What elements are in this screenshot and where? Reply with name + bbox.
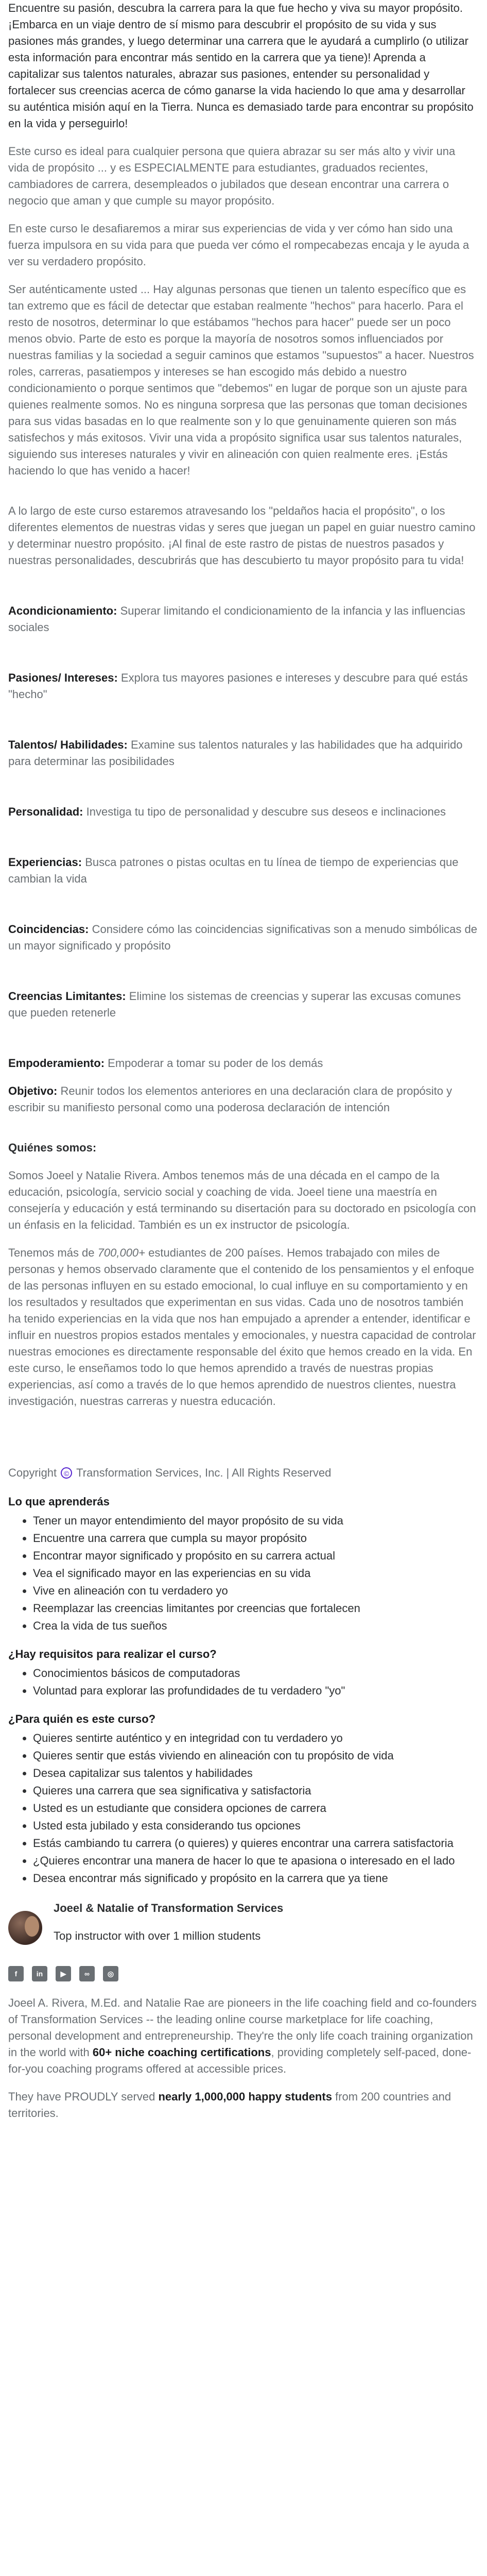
intro-paragraph: Este curso es ideal para cualquier persona que quiera abrazar su ser más alto y vivir una vida de propósito ... y es ESPECIALMENTE para estudiantes, graduados recientes, cambiadores de carrera, desempleados o jubilados que desean encontrar una carrera o negocio que aman y que cumple su mayor propósito.: [8, 145, 456, 207]
bio-text: , providing completely self-paced, done-for-you coaching programs offered at accessible prices.: [8, 2046, 472, 2075]
module-text: Empoderar a tomar su poder de los demás: [108, 1057, 323, 1070]
list-item: • Encuentre una carrera que cumpla su mayor propósito: [33, 1530, 479, 1547]
module-item: [8, 804, 479, 820]
learn-heading: Lo que aprenderás: [8, 1495, 110, 1508]
module-text: Reunir todos los elementos anteriores en una declaración clara de propósito y escribir su manifiesto personal como una poderosa declaración de intención: [8, 1084, 453, 1114]
about-text: estudiantes de 200 países. Hemos trabajado con miles de personas y hemos observado claramente que el contenido de los pensamientos y el enfoque de las personas influyen en su estado emocional, lo cual influye en su comportamiento y en los resultados y resultados que experimentan en sus vidas. Cada uno de nosotros también ha tenido experiencias en la vida que nos han empujado a aprender a entender, identificar e influir en nuestros propios estados mentales y emocionales, y nuestra capacidad de controlar nuestras emociones es directamente responsable del éxito que hemos creado en la vida. En este curso, le enseñamos todo lo que hemos aprendido a través de nuestras propias experiencias, así como a través de lo que hemos aprendido de nuestros clientes, nuestra investigación, nuestras carreras y nuestra educación.: [8, 1246, 476, 1408]
about-text: Tenemos más de: [8, 1246, 98, 1259]
bio-highlight: 60+ niche coaching certifications: [92, 2046, 271, 2059]
instructor-subtitle: Top instructor with over 1 million students: [54, 1929, 261, 1942]
list-item: • Desea encontrar más significado y propósito en la carrera que ya tiene: [33, 1870, 479, 1887]
instructor-bio: [8, 1995, 479, 2122]
youtube-icon[interactable]: ▶: [56, 1966, 71, 1981]
module-text: Busca patrones o pistas ocultas en tu línea de tiempo de experiencias que cambian la vida: [8, 856, 459, 885]
list-item: • Usted es un estudiante que considera opciones de carrera: [33, 1800, 479, 1817]
about-heading: Quiénes somos:: [8, 1141, 97, 1154]
intro-paragraph: Ser auténticamente usted ... Hay algunas personas que tienen un talento específico que es tan extremo que es fácil de detectar que estaban realmente "hechos" para hacerlo. Para el resto de nosotros, determinar lo que estábamos "hechos para hacer" puede ser un poco menos obvio. Parte de esto es porque la mayoría de nosotros somos influenciados por nuestras familias y la sociedad a seguir caminos que estamos "supuestos" a hacer. Nuestros roles, carreras, pasatiempos y intereses se han escogido más debido a nuestro condicionamiento o porque sentimos que "debemos" en lugar de porque son un ajuste para quienes realmente somos. No es ninguna sorpresa que las personas que toman decisiones para sus vidas basadas en lo que realmente son y lo que genuinamente quieren son más satisfechos y más exitosos. Vivir una vida a propósito significa usar sus talentos naturales, siguiendo sus intereses naturales y vivir en alineación con quien realmente eres. ¡Estás haciendo lo que has venido a hacer!: [8, 283, 474, 477]
module-label: Personalidad:: [8, 805, 83, 818]
requirements-heading: ¿Hay requisitos para realizar el curso?: [8, 1648, 217, 1660]
bio-paragraph: [8, 2089, 479, 2122]
module-item: [8, 1055, 479, 1072]
module-item: [8, 670, 479, 703]
module-text: Investiga tu tipo de personalidad y descubre sus deseos e inclinaciones: [86, 805, 446, 818]
copyright-prefix: Copyright: [8, 1466, 57, 1479]
module-text: Elimine los sistemas de creencias y superar las excusas comunes que pueden retenerle: [8, 990, 461, 1019]
list-item: • Quieres sentirte auténtico y en integridad con tu verdadero yo: [33, 1730, 479, 1747]
module-label: Experiencias:: [8, 856, 82, 869]
linkedin-icon[interactable]: in: [32, 1966, 47, 1981]
bio-highlight: nearly 1,000,000 happy students: [158, 2090, 332, 2103]
module-item: [8, 1083, 479, 1116]
module-text: Considere cómo las coincidencias significativas son a menudo simbólicas de un mayor significado y propósito: [8, 923, 477, 952]
list-item: • Desea capitalizar sus talentos y habilidades: [33, 1765, 479, 1782]
intro-paragraph: A lo largo de este curso estaremos atravesando los "peldaños hacia el propósito", o los diferentes elementos de nuestras vidas y seres que juegan un papel en guiar nuestro camino y determinar nuestro propósito. ¡Al final de este rastro de pistas de nuestros pasados y nuestras personalidades, descubrirás que has descubierto tu mayor propósito para tu vida!: [8, 504, 476, 567]
audience-heading: ¿Para quién es este curso?: [8, 1713, 156, 1725]
module-label: Objetivo:: [8, 1084, 58, 1097]
module-item: [8, 988, 479, 1021]
bio-text: They have PROUDLY served: [8, 2090, 159, 2103]
module-text: Explora tus mayores pasiones e intereses y descubre para qué estás "hecho": [8, 671, 468, 701]
social-links: [8, 1966, 479, 1981]
list-item: • Vive en alineación con tu verdadero yo: [33, 1583, 479, 1599]
list-item: • Vea el significado mayor en las experiencias en su vida: [33, 1565, 479, 1582]
list-item: • Tener un mayor entendimiento del mayor propósito de su vida: [33, 1513, 479, 1529]
list-item: • Usted esta jubilado y esta considerando tus opciones: [33, 1818, 479, 1834]
about-paragraph: Somos Joeel y Natalie Rivera. Ambos tenemos más de una década en el campo de la educación, psicología, servicio social y coaching de vida. Joeel tiene una maestría en consejería y educación y está terminando su disertación para su doctorado en psicología con un énfasis en la felicidad. También es un ex instructor de psicología.: [8, 1169, 476, 1231]
about-paragraph: [8, 1245, 479, 1410]
module-label: Coincidencias:: [8, 923, 89, 936]
learn-list: [8, 1513, 479, 1634]
copyright-line: [8, 1466, 479, 1480]
module-text: Superar limitando el condicionamiento de la infancia y las influencias sociales: [8, 604, 465, 634]
copyright-icon: ©: [61, 1467, 72, 1479]
list-item: • Voluntad para explorar las profundidades de tu verdadero "yo": [33, 1683, 479, 1699]
student-count: 700,000+: [97, 1246, 146, 1259]
list-item: • Crea la vida de tus sueños: [33, 1618, 479, 1634]
module-item: [8, 921, 479, 954]
list-item: • Encontrar mayor significado y propósito en su carrera actual: [33, 1548, 479, 1564]
copyright-holder: Transformation Services, Inc. | All Rights Reserved: [76, 1466, 332, 1479]
module-label: Creencias Limitantes:: [8, 990, 126, 1003]
module-label: Talentos/ Habilidades:: [8, 738, 128, 751]
facebook-icon[interactable]: f: [8, 1966, 24, 1981]
intro-paragraph: En este curso le desafiaremos a mirar sus experiencias de vida y ver cómo han sido una fuerza impulsora en su vida para que pueda ver cómo el rompecabezas encaja y le ayuda a ver su verdadero propósito.: [8, 222, 469, 268]
list-item: • Conocimientos básicos de computadoras: [33, 1665, 479, 1682]
instructor-card[interactable]: [8, 1900, 479, 1956]
module-label: Empoderamiento:: [8, 1057, 105, 1070]
module-item: [8, 854, 479, 887]
instructor-name[interactable]: Joeel & Natalie of Transformation Services: [54, 1902, 284, 1914]
bio-text: Joeel A. Rivera, M.Ed. and Natalie Rae are pioneers in the life coaching field and co-founders of Transformation Services -- the leading online course marketplace for life coaching, personal development and entrepreneurship. They're the only life coach training organization in the world with: [8, 1996, 477, 2059]
intro-paragraph: Encuentre su pasión, descubra la carrera para la que fue hecho y viva su mayor propósito. ¡Embarca en un viaje dentro de sí mismo para descubrir el propósito de su vida y sus pasiones más grandes, y luego determinar una carrera que le ayudará a cumplirlo (o utilizar esta información para encontrar más sentido en la carrera que ya tiene)! Aprenda a capitalizar sus talentos naturales, abrazar sus pasiones, entender su personalidad y fortalecer sus creencias acerca de cómo ganarse la vida haciendo lo que ama y desarrollar su auténtica misión aquí en la Tierra. Nunca es demasiado tarde para encontrar su propósito en la vida y perseguirlo!: [8, 2, 474, 130]
module-item: [8, 737, 479, 770]
list-item: • Quieres una carrera que sea significativa y satisfactoria: [33, 1783, 479, 1799]
audience-list: [8, 1730, 479, 1887]
instagram-icon[interactable]: ◎: [103, 1966, 118, 1981]
bio-paragraph: [8, 1995, 479, 2077]
instructor-info: [54, 1900, 283, 1956]
module-label: Pasiones/ Intereses:: [8, 671, 118, 684]
requirements-list: [8, 1665, 479, 1699]
bio-text: from 200 countries and territories.: [8, 2090, 451, 2120]
link-icon[interactable]: ∞: [79, 1966, 95, 1981]
module-text: Examine sus talentos naturales y las habilidades que ha adquirido para determinar las posibilidades: [8, 738, 463, 768]
list-item: • Reemplazar las creencias limitantes por creencias que fortalecen: [33, 1600, 479, 1617]
module-item: [8, 603, 479, 636]
list-item: • Quieres sentir que estás viviendo en alineación con tu propósito de vida: [33, 1748, 479, 1764]
list-item: • Estás cambiando tu carrera (o quieres) y quieres encontrar una carrera satisfactoria: [33, 1835, 479, 1852]
instructor-avatar[interactable]: [8, 1911, 42, 1945]
list-item: • ¿Quieres encontrar una manera de hacer lo que te apasiona o interesado en el lado: [33, 1853, 479, 1869]
module-label: Acondicionamiento:: [8, 604, 117, 617]
